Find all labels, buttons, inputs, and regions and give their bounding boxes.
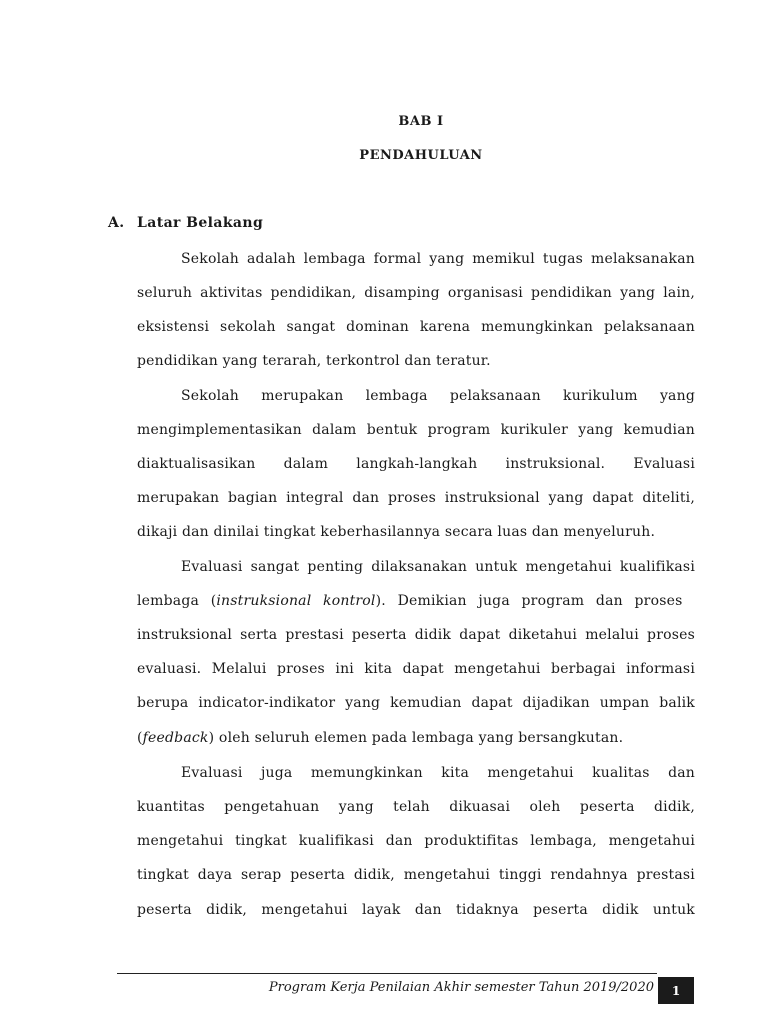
italic-term: feedback <box>142 730 209 746</box>
section-heading <box>108 215 263 231</box>
paragraph-line: tingkat daya serap peserta didik, mengetahui tinggi rendahnya prestasi <box>137 867 695 883</box>
section-letter: A. <box>108 215 125 231</box>
paragraph-line: berupa indicator-indikator yang kemudian dapat dijadikan umpan balik <box>137 695 695 711</box>
footer-divider <box>117 973 657 974</box>
paragraph-line: kuantitas pengetahuan yang telah dikuasai oleh peserta didik, <box>137 799 695 815</box>
text-segment: ( <box>137 730 143 746</box>
paragraph-line: Evaluasi sangat penting dilaksanakan untuk mengetahui kualifikasi <box>181 559 695 575</box>
chapter-title: PENDAHULUAN <box>359 148 483 163</box>
footer-text: Program Kerja Penilaian Akhir semester Tahun 2019/2020 <box>268 980 654 995</box>
paragraph-line: Evaluasi juga memungkinkan kita mengetahui kualitas dan <box>181 765 695 781</box>
italic-term: instruksional kontrol <box>216 593 376 609</box>
text-segment: lembaga ( <box>137 593 217 609</box>
paragraph-line: mengetahui tingkat kualifikasi dan produktifitas lembaga, mengetahui <box>137 833 695 849</box>
paragraph-line <box>137 730 695 746</box>
paragraph-line <box>137 593 695 609</box>
paragraph-line: seluruh aktivitas pendidikan, disamping organisasi pendidikan yang lain, <box>137 285 695 301</box>
paragraph-line: eksistensi sekolah sangat dominan karena memungkinkan pelaksanaan <box>137 319 695 335</box>
paragraph-line: instruksional serta prestasi peserta didik dapat diketahui melalui proses <box>137 627 695 643</box>
paragraph-line: peserta didik, mengetahui layak dan tidaknya peserta didik untuk <box>137 902 695 918</box>
paragraph-line: Sekolah adalah lembaga formal yang memikul tugas melaksanakan <box>181 251 695 267</box>
chapter-number: BAB I <box>398 114 444 129</box>
text-segment: ) oleh seluruh elemen pada lembaga yang bersangkutan. <box>208 730 624 746</box>
text-segment: ). Demikian juga program dan proses <box>375 593 683 609</box>
paragraph-line: mengimplementasikan dalam bentuk program kurikuler yang kemudian <box>137 422 695 438</box>
paragraph-line: evaluasi. Melalui proses ini kita dapat mengetahui berbagai informasi <box>137 661 695 677</box>
page-number: 1 <box>658 977 694 1004</box>
paragraph-line: Sekolah merupakan lembaga pelaksanaan kurikulum yang <box>181 388 695 404</box>
paragraph-line: pendidikan yang terarah, terkontrol dan teratur. <box>137 353 491 369</box>
paragraph-line: dikaji dan dinilai tingkat keberhasilannya secara luas dan menyeluruh. <box>137 524 656 540</box>
paragraph-line: diaktualisasikan dalam langkah-langkah instruksional. Evaluasi <box>137 456 695 472</box>
section-title: Latar Belakang <box>137 215 264 231</box>
paragraph-line: merupakan bagian integral dan proses instruksional yang dapat diteliti, <box>137 490 695 506</box>
